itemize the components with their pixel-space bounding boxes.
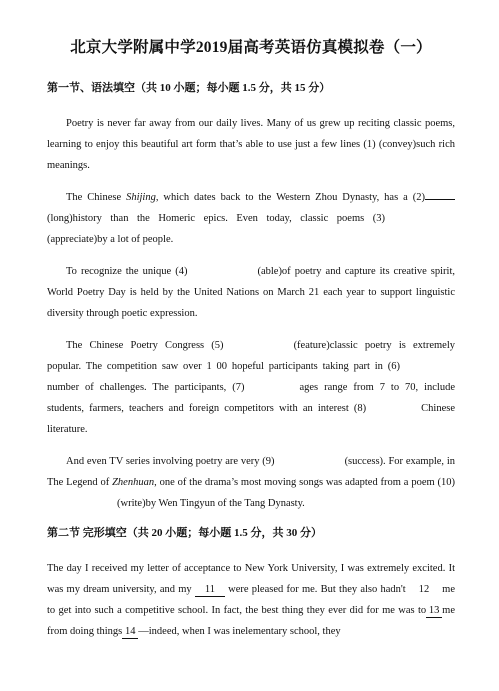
- blank-14[interactable]: 14: [122, 626, 138, 639]
- paragraph-text: , which dates back to the Western Zhou Dynasty, has a (2): [155, 192, 425, 203]
- paragraph-text: The Chinese Poetry Congress (5): [66, 340, 224, 351]
- section1-paragraph-3: [47, 261, 455, 324]
- section1-paragraph-1: [47, 113, 455, 176]
- paragraph-text: ages range from 7 to 70, include students, farmers, teachers and foreign competitors with an interest (8): [47, 382, 455, 414]
- paragraph-text: Poetry is never far away from our daily lives. Many of us grew up reciting classic poems, learning to enjoy this beautiful art form that’s able to use just a few lines (1) (convey)such rich meanings.: [47, 118, 455, 171]
- paragraph-text: And even TV series involving poetry are very (9): [66, 456, 275, 467]
- italic-title: Shijing: [126, 192, 156, 203]
- paragraph-text: were pleased for me. But they also hadn't: [224, 584, 409, 595]
- section1-paragraph-2: [47, 187, 455, 250]
- page-title: 北京大学附属中学2019届高考英语仿真模拟卷（一）: [70, 39, 432, 56]
- blank-11[interactable]: 11: [195, 584, 225, 597]
- paragraph-text: (long)history than the Homeric epics. Even today, classic poems (3): [47, 213, 385, 224]
- paragraph-text: —indeed, when I was inelementary school, they: [138, 626, 341, 637]
- blank-13[interactable]: 13: [426, 605, 442, 618]
- paragraph-text: me to get into such a competitive school. In fact, the best thing they ever did for me was to: [47, 584, 455, 616]
- blank-12[interactable]: 12: [418, 584, 430, 595]
- section2-heading: 第二节 完形填空（共 20 小题；每小题 1.5 分，共 30 分）: [47, 527, 322, 539]
- paragraph-text: (feature)classic poetry is extremely popular. The competition saw over 1 00 hopeful participants taking part in (6): [47, 340, 455, 372]
- section1-heading: 第一节、语法填空（共 10 小题；每小题 1.5 分，共 15 分）: [47, 82, 331, 94]
- paragraph-text: me from doing things: [47, 605, 455, 637]
- section1-paragraph-5: [47, 451, 455, 514]
- italic-title: Zhenhuan: [112, 477, 155, 488]
- paragraph-text: To recognize the unique (4): [66, 266, 188, 277]
- paragraph-text: Chinese literature.: [47, 403, 455, 435]
- paragraph-text: (able)of poetry and capture its creative spirit, World Poetry Day is held by the United Nations on March 21 each year to support linguistic diversity through poetic expression.: [47, 266, 455, 319]
- section2-paragraph-1: [47, 558, 455, 642]
- paragraph-text: , one of the drama’s most moving songs was adapted from a poem (10): [154, 477, 455, 488]
- paragraph-text: number of challenges. The participants, (7): [47, 382, 245, 393]
- paragraph-text: The Chinese: [66, 192, 127, 203]
- exam-page: [47, 38, 455, 653]
- blank-2[interactable]: [425, 199, 455, 200]
- paragraph-text: (appreciate)by a lot of people.: [47, 234, 174, 245]
- paragraph-text: The day I received my letter of acceptance to New York University, I was extremely excited. It was my dream university, and my: [47, 563, 455, 595]
- paragraph-text: (success). For example, in The Legend of: [47, 456, 455, 488]
- paragraph-text: (write)by Wen Tingyun of the Tang Dynasty.: [117, 498, 305, 509]
- section1-paragraph-4: [47, 335, 455, 440]
